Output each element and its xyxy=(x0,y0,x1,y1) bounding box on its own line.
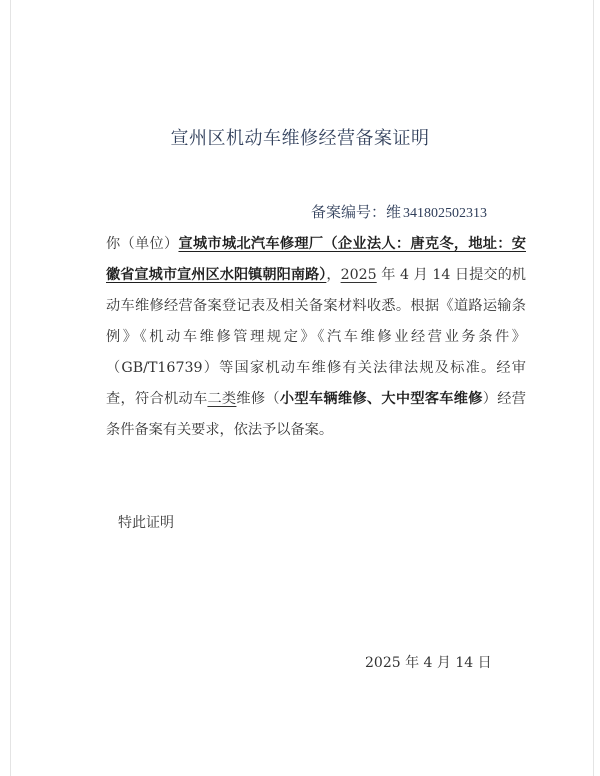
body-segment-class: 二类 xyxy=(207,391,237,407)
issue-date: 2025 年 4 月 14 日 xyxy=(365,655,492,671)
body-segment-conclusion: ）经营条件备案有关要求，依法予以备案。 xyxy=(106,391,526,438)
body-segment-scope: 小型车辆维修、大中型客车维修 xyxy=(279,391,483,407)
registration-label: 备案编号：维 xyxy=(311,203,402,221)
body-segment-comma: ， xyxy=(326,267,341,283)
registration-line xyxy=(311,201,487,222)
page-border-right xyxy=(593,0,594,776)
body-segment-addressee: 你（单位） xyxy=(106,236,179,252)
body-segment-repair: 维修（ xyxy=(236,391,280,407)
document-title: 宣州区机动车维修经营备案证明 xyxy=(170,128,430,149)
body-segment-year: 2025 xyxy=(340,267,377,283)
registration-number: 341802502313 xyxy=(403,206,488,221)
closing-statement: 特此证明 xyxy=(118,515,174,531)
page-border-left xyxy=(10,0,11,776)
body-segment-enterprise: 宣城市城北汽车修理厂（企业法人：唐克冬，地址：安徽省宣城市宣州区水阳镇朝阳南路） xyxy=(106,236,526,283)
certificate-body xyxy=(106,229,526,446)
body-segment-main: 年 4 月 14 日提交的机动车维修经营备案登记表及相关备案材料收悉。根据《道路运输条例》《机动车维修管理规定》《汽车维修业经营业务条件》（GB/T16739）等国家机动车维修有关法律法规及标准。经审查，符合机动车 xyxy=(106,267,526,407)
